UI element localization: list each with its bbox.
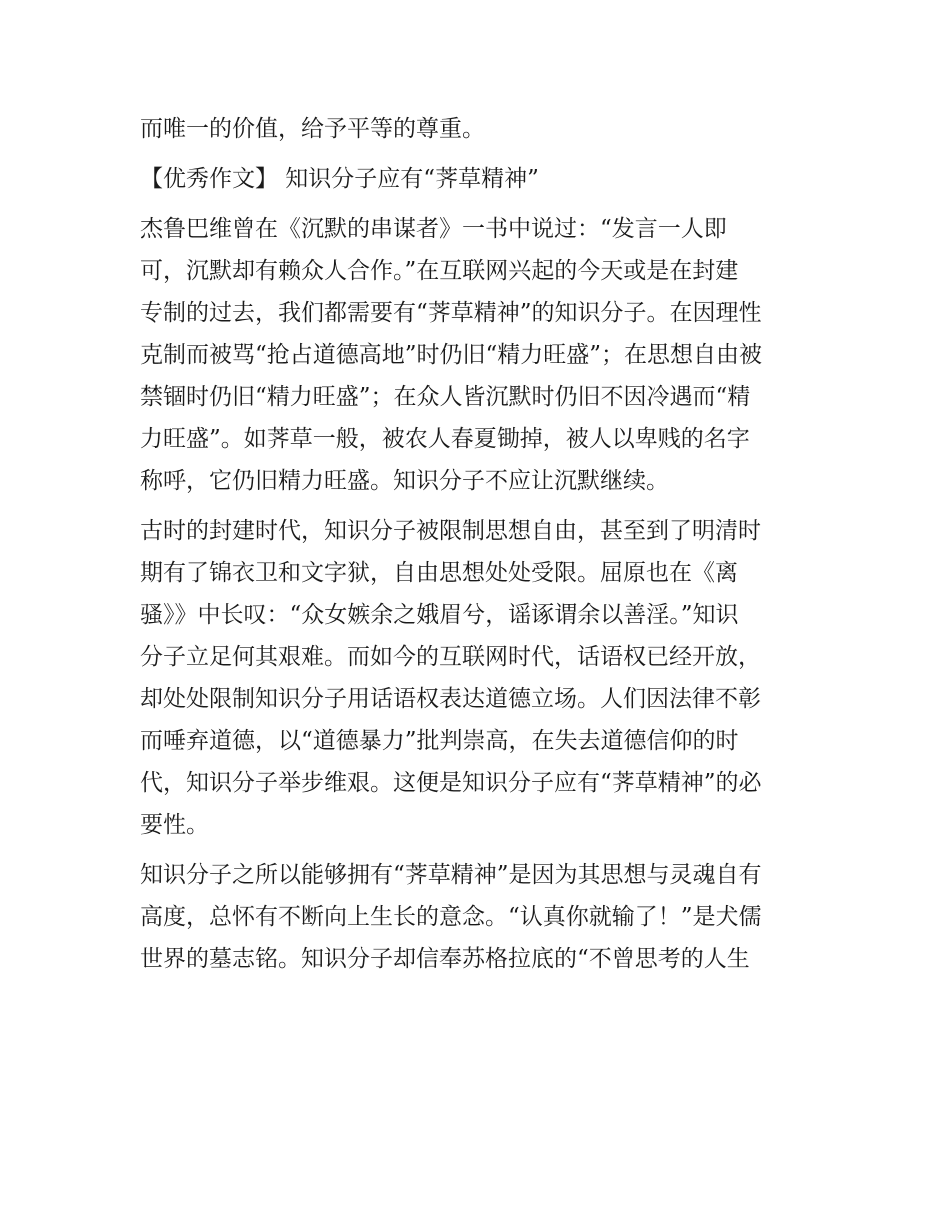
text-line: 可，沉默却有赖众人合作。”在互联网兴起的今天或是在封建 — [140, 258, 739, 284]
text-line: 而唯一的价值，给予平等的尊重。 — [140, 116, 485, 142]
text-line: 代，知识分子举步维艰。这便是知识分子应有“荠草精神”的必 — [140, 770, 762, 796]
essay-title: 【优秀作文】 知识分子应有“荠草精神” — [140, 166, 539, 192]
text-line: 杰鲁巴维曾在《沉默的串谋者》一书中说过：“发言一人即 — [140, 216, 727, 242]
text-line: 期有了锦衣卫和文字狱，自由思想处处受限。屈原也在《离 — [140, 560, 738, 586]
text-line: 知识分子之所以能够拥有“荠草精神”是因为其思想与灵魂自有 — [140, 862, 762, 888]
document-body — [140, 108, 820, 980]
text-line: 专制的过去，我们都需要有“荠草精神”的知识分子。在因理性 — [140, 300, 762, 326]
text-line: 要性。 — [140, 812, 209, 838]
text-line: 却处处限制知识分子用话语权表达道德立场。人们因法律不彰 — [140, 686, 761, 712]
text-line: 而唾弃道德，以“道德暴力”批判崇高，在失去道德信仰的时 — [140, 728, 739, 754]
text-line: 力旺盛”。如荠草一般，被农人春夏锄掉，被人以卑贱的名字 — [140, 426, 750, 452]
text-line: 分子立足何其艰难。而如今的互联网时代，话语权已经开放， — [140, 644, 761, 670]
text-line: 禁锢时仍旧“精力旺盛”；在众人皆沉默时仍旧不因冷遇而“精 — [140, 384, 751, 410]
text-line: 骚》》中长叹：“众女嫉余之娥眉兮，谣诼谓余以善淫。”知识 — [140, 602, 739, 628]
text-line: 世界的墓志铭。知识分子却信奉苏格拉底的“不曾思考的人生 — [140, 946, 750, 972]
text-line: 高度，总怀有不断向上生长的意念。“认真你就输了！”是犬儒 — [140, 904, 762, 930]
text-line: 克制而被骂“抢占道德高地”时仍旧“精力旺盛”；在思想自由被 — [140, 342, 763, 368]
text-line: 古时的封建时代，知识分子被限制思想自由，甚至到了明清时 — [140, 518, 761, 544]
text-line: 称呼，它仍旧精力旺盛。知识分子不应让沉默继续。 — [140, 468, 669, 494]
